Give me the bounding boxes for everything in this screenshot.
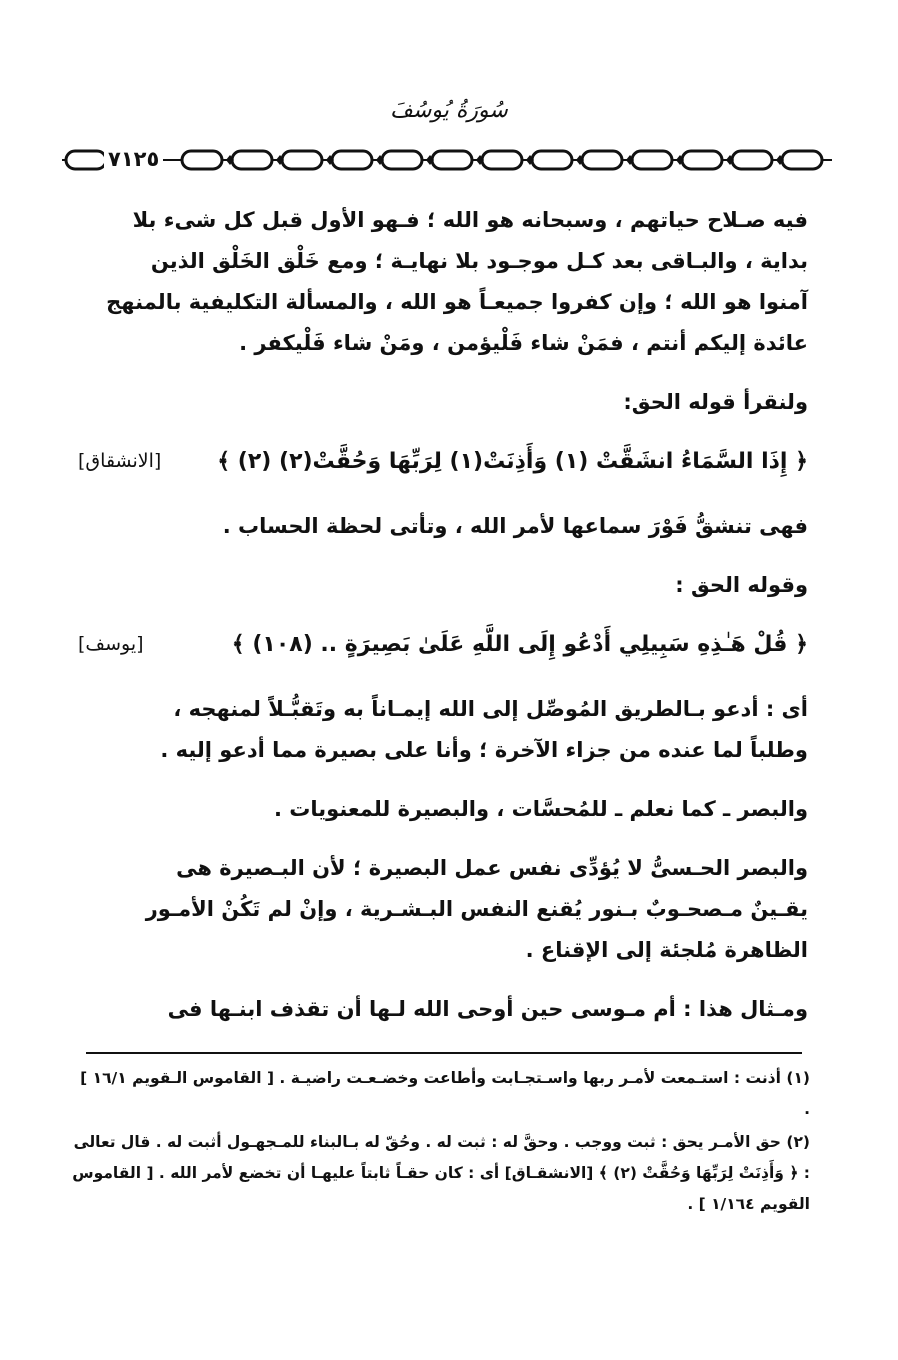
paragraph-5 — [78, 689, 808, 771]
text-line: ولنقرأ قوله الحق: — [623, 390, 808, 414]
text-line: أى : أدعو بـالطريق المُوصِّل إلى الله إيمـاناً به وتَقبُّـلاً لمنهجه ، — [173, 697, 808, 721]
main-text — [78, 200, 808, 1048]
verse-reference: [الانشقاق] — [78, 450, 162, 472]
surah-title: سُورَةُ يُوسُفَ — [390, 98, 508, 123]
text-line: وقوله الحق : — [675, 573, 808, 597]
text-line: بداية ، والبـاقى بعد كـل موجـود بلا نهايـة ؛ ومع خَلْق الخَلْق الذين — [150, 249, 808, 273]
text-line: عائدة إليكم أنتم ، فمَنْ شاء فَلْيؤمن ، ومَنْ شاء فَلْيكفر . — [239, 331, 808, 355]
text-line: يقـينٌ مـصحـوبٌ بـنور يُقنع النفس البـشـرية ، وإنْ لم تَكُنْ الأمـور — [145, 897, 808, 921]
paragraph-3 — [78, 506, 808, 547]
text-line: آمنوا هو الله ؛ وإن كفروا جميعـاً هو الله ، والمسألة التكليفية بالمنهج — [106, 290, 808, 314]
quran-verse-2 — [78, 624, 808, 665]
text-line: الظاهرة مُلجئة إلى الإقناع . — [525, 938, 808, 962]
footnote-separator — [86, 1052, 802, 1054]
paragraph-6 — [78, 789, 808, 830]
ornamental-divider — [62, 145, 832, 175]
footnote-2: (٢) حق الأمـر يحق : ثبت ووجب . وحقَّ له : ثبت له . وحُقّ له بـالبناء للمـجهـول أثبت له . قال تعالى : ﴿ وَأَذِنَتْ لِرَبِّهَا وَحُقَّتْ (٢) ﴾ [الانشقـاق] أى : كان حقـاً ثابتاً عليهـا أن تخضع لأمر الله . [ القاموس القويم ١/١٦٤ ] . — [72, 1133, 810, 1213]
paragraph-4 — [78, 565, 808, 606]
footnotes — [70, 1063, 810, 1222]
page-number: ٧١٢٥ — [104, 147, 163, 171]
text-line: وطلباً لما عنده من جزاء الآخرة ؛ وأنا على بصيرة مما أدعو إليه . — [160, 738, 808, 762]
text-line: ومـثال هذا : أم مـوسى حين أوحى الله لـها أن تقذف ابنـها فى — [167, 997, 808, 1021]
quran-verse-1 — [78, 441, 808, 482]
text-line: والبصر الحـسىُّ لا يُؤدِّى نفس عمل البصيرة ؛ لأن البـصيرة هى — [176, 856, 808, 880]
text-line: فيه صـلاح حياتهم ، وسبحانه هو الله ؛ فـهو الأول قبل كل شىء بلا — [132, 208, 808, 232]
verse-text: ﴿ إِذَا السَّمَاءُ انشَقَّتْ (١) وَأَذِنَتْ(١) لِرَبِّهَا وَحُقَّتْ(٢) (٢) ﴾ — [217, 449, 808, 474]
text-line: والبصر ـ كما نعلم ـ للمُحسَّات ، والبصيرة للمعنويات . — [274, 797, 808, 821]
footnote-1: (١) أذنت : استـمعت لأمـر ربها واسـتجـابت وأطاعت وخضـعـت راضيـة . [ القاموس الـقويم ١٦/١ ] . — [80, 1069, 810, 1118]
paragraph-2 — [78, 382, 808, 423]
paragraph-7 — [78, 848, 808, 971]
paragraph-8 — [78, 989, 808, 1030]
verse-reference: [يوسف] — [78, 633, 144, 655]
text-line: فهى تنشقُّ فَوْرَ سماعها لأمر الله ، وتأتى لحظة الحساب . — [222, 514, 808, 538]
paragraph-1 — [78, 200, 808, 364]
verse-text: ﴿ قُلْ هَـٰذِهِ سَبِيلِي أَدْعُو إِلَى اللَّهِ عَلَىٰ بَصِيرَةٍ .. (١٠٨) ﴾ — [231, 632, 808, 657]
